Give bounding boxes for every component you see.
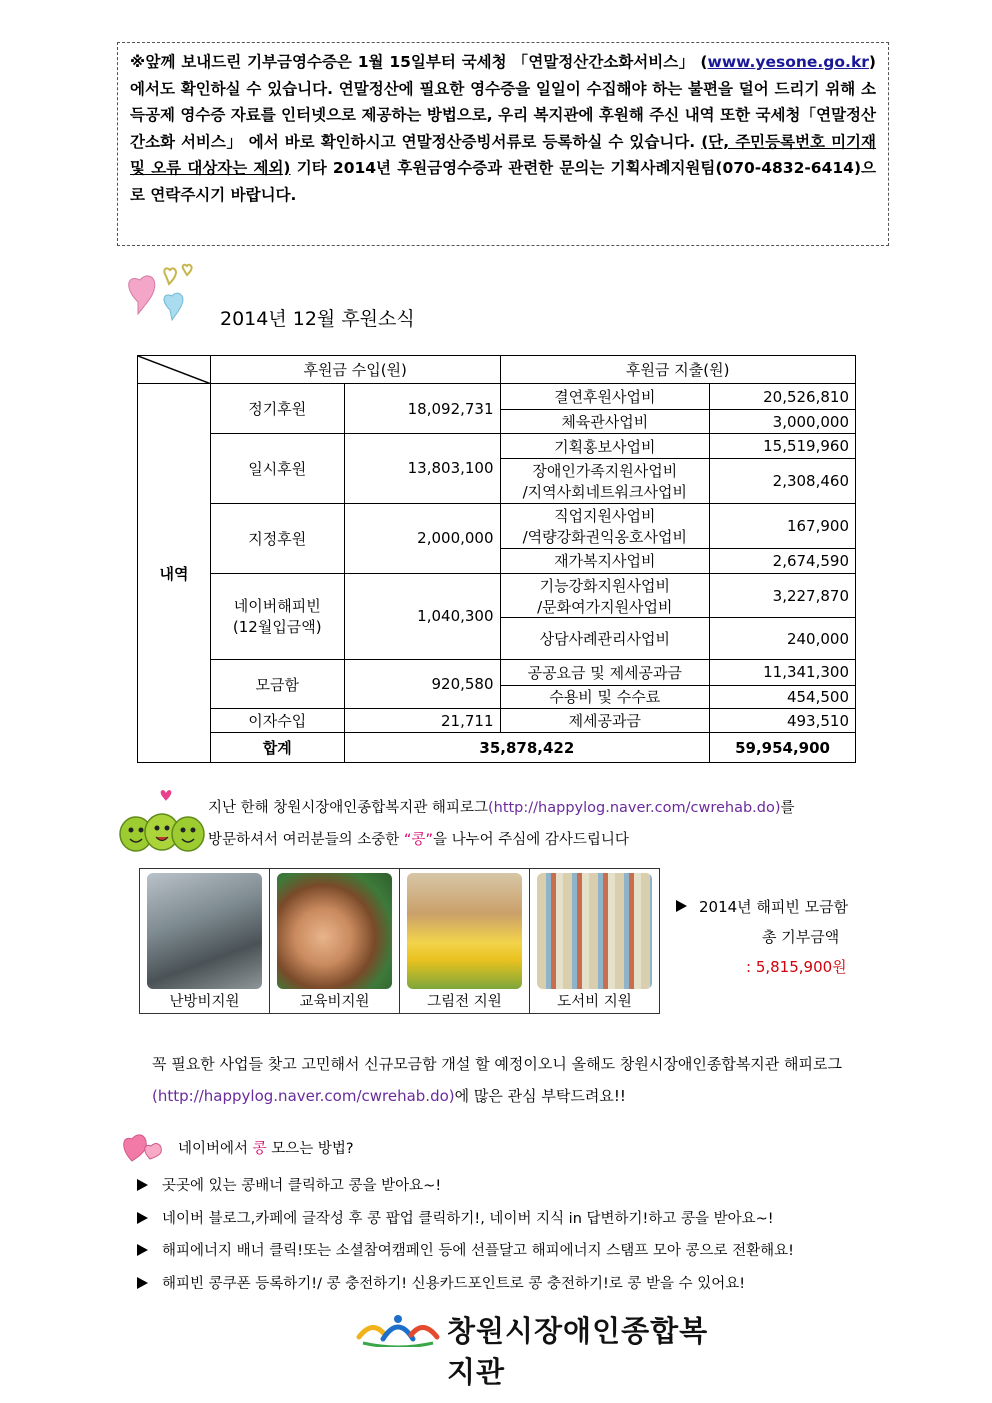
income-name: 정기후원 [210,384,344,434]
happylog-line1 [208,796,795,817]
list-item [137,1270,927,1303]
expense-name-multiline [500,503,710,549]
photo-caption: 그림전 지원 [427,994,502,1010]
expense-name-multiline [500,458,710,503]
income-amount: 2,000,000 [344,503,500,573]
org-name: 창원시장애인종합복지관 [447,1314,709,1389]
section-title: 2014년 12월 후원소식 [220,308,415,330]
income-amount: 920,580 [344,660,500,709]
happybean-summary [676,892,848,982]
photo-drawing [400,869,530,1013]
list-item-text: 해피빈 콩쿠폰 등록하기!/ 콩 충전하기! 신용카드포인트로 콩 충전하기!로 콩 받을 수 있어요! [162,1275,746,1292]
income-amount: 1,040,300 [344,573,500,659]
expense-name-line1: 장애인가족지원사업비 [532,461,678,480]
expense-name: 결연후원사업비 [500,384,710,409]
income-header: 후원금 수입(원) [210,356,500,384]
expense-name-multiline [500,573,710,618]
expense-amount: 3,227,870 [710,573,856,618]
summary-title: 2014년 해피빈 모금함 [699,898,849,916]
triangle-bullet-icon [137,1244,148,1256]
photo-books [530,869,659,1013]
happylog-text-end: 를 [780,800,795,816]
photo-caption: 난방비지원 [169,994,240,1010]
list-item-text: 네이버 블로그,카페에 글작성 후 콩 팝업 클릭하기!, 네이버 지식 in 답변하기!하고 콩을 받아요~! [162,1210,774,1227]
expense-amount: 15,519,960 [710,434,856,458]
how-to-text-b: 모으는 방법? [266,1141,354,1157]
expense-name: 재가복지사업비 [500,549,710,573]
list-item-text: 곳곳에 있는 콩배너 클릭하고 콩을 받아요~! [162,1178,442,1194]
list-item [137,1172,927,1205]
expense-name: 공공요금 및 제세공과금 [500,660,710,685]
happylog-line2 [208,828,629,849]
donation-table [137,355,856,763]
income-total: 35,878,422 [344,733,709,763]
expense-name-line1: 기능강화지원사업비 [539,576,670,595]
expense-name-line2: /문화여가지원사업비 [537,597,673,616]
org-logo [355,1307,725,1389]
expense-name-line2: /지역사회네트워크사업비 [522,482,688,501]
triangle-bullet-icon [137,1212,148,1224]
income-name: 일시후원 [210,434,344,503]
happylog-link-2[interactable]: (http://happylog.naver.com/cwrehab.do) [152,1087,455,1105]
list-item [137,1237,927,1270]
expense-header: 후원금 지출(원) [500,356,855,384]
hearts-icon [118,1125,170,1167]
section-header [118,262,618,342]
list-item [137,1205,927,1238]
photo-strip [139,868,660,1014]
expense-total: 59,954,900 [710,733,856,763]
notice-box [117,42,889,246]
heating-support-image [147,873,262,989]
how-to-text-a: 네이버에서 [178,1141,253,1157]
income-name: 모금함 [210,660,344,709]
education-support-image [277,873,392,989]
expense-amount: 11,341,300 [710,660,856,685]
expense-name: 체육관사업비 [500,409,710,433]
photo-education [270,869,400,1013]
photo-heating [140,869,270,1013]
expense-name: 수용비 및 수수료 [500,685,710,708]
yesone-link[interactable]: www.yesone.go.kr [707,53,869,71]
expense-name: 상담사례관리사업비 [500,618,710,660]
expense-amount: 454,500 [710,685,856,708]
kong-word: 콩 [252,1141,267,1157]
happylog-text-end: 을 나누어 주심에 감사드립니다 [432,832,629,848]
note-text: 꼭 필요한 사업들 찾고 고민해서 신규모금함 개설 할 예정이오니 올해도 창원시장애인종합복지관 해피로그 [152,1055,843,1073]
expense-amount: 167,900 [710,503,856,549]
row-label: 내역 [138,384,211,763]
income-name: 지정후원 [210,503,344,573]
notice-text-3: 기타 2014년 후원금영수증과 관련한 문의는 기획사례지원팀(070-4832-6414)으로 연락주시기 바랍니다. [130,159,877,204]
happylog-link[interactable]: (http://happylog.naver.com/cwrehab.do) [487,800,781,816]
notice-text-1: ※앞께 보내드린 기부금영수증은 1월 15일부터 국세청 「연말정산간소화서비스」 ( [130,53,708,71]
total-label: 합계 [210,733,344,763]
income-name-line1: 네이버해피빈 [233,597,321,616]
corner-cell [138,356,211,384]
expense-amount: 3,000,000 [710,409,856,433]
expense-amount: 493,510 [710,708,856,732]
photo-caption: 도서비 지원 [557,994,632,1010]
happylog-text: 방문하셔서 여러분들의 소중한 [208,832,404,848]
book-support-image [537,873,652,989]
income-name: 이자수입 [210,708,344,732]
triangle-bullet-icon [137,1179,148,1191]
summary-line2: 총 기부금액 [762,928,840,946]
kong-word: “콩” [403,832,433,848]
new-fundraising-note [152,1048,892,1112]
expense-amount: 2,308,460 [710,458,856,503]
how-to-text [178,1137,354,1158]
diagonal-line [138,356,210,383]
happylog-thanks [118,790,878,860]
notice-text-2: )에서도 확인하실 수 있습니다. 연말정산에 필요한 영수증을 일일이 수집해야 하는 불편을 덜어 드리기 위해 소득공제 영수증 자료를 인터넷으로 제공하는 방법으로, 우리 복지관에 후원해 주신 내역 또한 국세청「연말정산간소화 서비스」 에서 바로 확인하시고 연말정산증빙서류로 등록하실 수 있습니다. [130,53,876,151]
drawing-contest-image [407,873,522,989]
expense-amount: 2,674,590 [710,549,856,573]
income-name-multiline [210,573,344,659]
hearts-icon [118,262,208,342]
expense-amount: 20,526,810 [710,384,856,409]
summary-amount: : 5,815,900원 [746,958,847,976]
how-to-list [137,1172,927,1302]
triangle-bullet-icon [676,900,687,912]
notice-exception: (단, 주민등록번호 미기재 및 오류 대상자는 제외) [130,132,876,177]
note-text-end: 에 많은 관심 부탁드려요!! [454,1087,626,1105]
expense-name-line1: 직업지원사업비 [554,506,656,525]
income-amount: 13,803,100 [344,434,500,503]
income-amount: 21,711 [344,708,500,732]
income-amount: 18,092,731 [344,384,500,434]
expense-name: 제세공과금 [500,708,710,732]
bean-mascots-icon [118,790,206,860]
expense-amount: 240,000 [710,618,856,660]
income-name-line2: (12월입금액) [232,618,322,637]
happylog-text: 지난 한해 창원시장애인종합복지관 해피로그 [208,800,488,816]
photo-caption: 교육비지원 [299,994,370,1010]
summary-line1 [676,892,848,922]
expense-name: 기획홍보사업비 [500,434,710,458]
expense-name-line2: /역량강화권익옹호사업비 [522,527,688,546]
list-item-text: 해피에너지 배너 클릭!또는 소셜참여캠페인 등에 선플달고 해피에너지 스탬프 모아 콩으로 전환해요! [162,1243,795,1259]
triangle-bullet-icon [137,1277,148,1289]
logo-emblem-icon [355,1311,441,1347]
